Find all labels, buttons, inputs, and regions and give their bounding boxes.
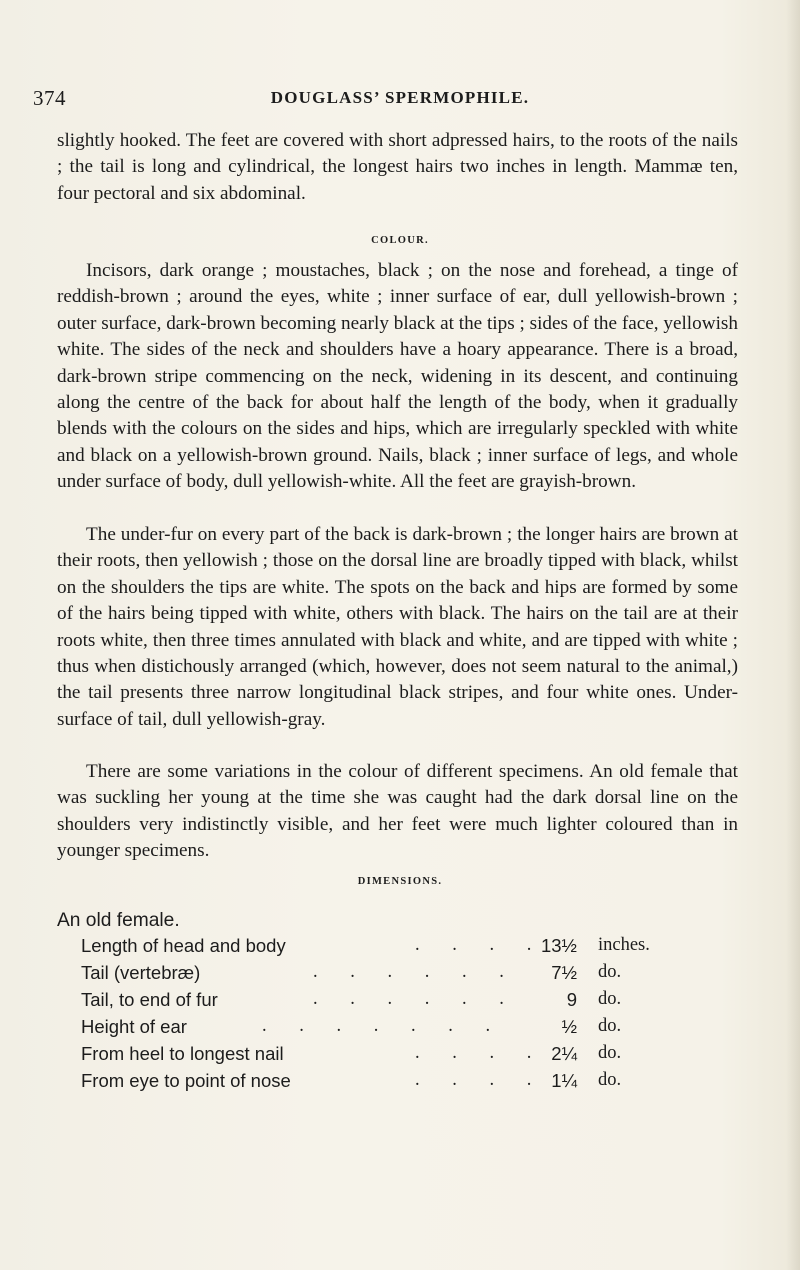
- dimension-value: 1¼: [551, 1070, 577, 1091]
- leader-dots: . . . .: [415, 1043, 546, 1063]
- leader-dots: . . . . . .: [313, 989, 518, 1009]
- page-number: 374: [33, 86, 66, 110]
- dimension-unit: inches.: [598, 935, 650, 955]
- dimensions-specimen-label: An old female.: [57, 910, 180, 931]
- dimension-value: 7½: [551, 962, 577, 983]
- dimension-row: [0, 1016, 800, 1042]
- paragraph-intro: slightly hooked. The feet are covered with short adpressed hairs, to the roots of the nails ; the tail is long and cylindrical, the longest hairs two inches in length. Mammæ ten, four pectoral and six abdominal.: [57, 130, 738, 204]
- running-head: DOUGLASS’ SPERMOPHILE.: [270, 88, 530, 107]
- dimension-label: From eye to point of nose: [81, 1070, 291, 1091]
- paragraph-under-fur: The under-fur on every part of the back is dark-brown ; the longer hairs are brown at their roots, then yellowish ; those on the dorsal line are broadly tipped with black, whilst on the shoulders the tips are white. The spots on the back and hips are formed by some of the hairs being tipped with white, others with black. The hairs on the tail are at their roots white, then three times annulated with black and white, and are tipped with white ; thus when distichously arranged (which, however, does not seem natural to the animal,) the tail presents three narrow longitudinal black stripes, and four white ones. Under-surface of tail, dull yellowish-gray.: [57, 524, 738, 730]
- dimension-row: [0, 989, 800, 1015]
- dimension-label: From heel to longest nail: [81, 1043, 284, 1064]
- dimension-unit: do.: [598, 962, 622, 982]
- dimension-label: Tail (vertebræ): [81, 962, 201, 983]
- dimension-label: Length of head and body: [81, 935, 286, 956]
- dimension-unit: do.: [598, 989, 622, 1009]
- leader-dots: . . . . . .: [313, 962, 518, 982]
- leader-dots: . . . .: [415, 935, 546, 955]
- dimension-label: Tail, to end of fur: [81, 989, 218, 1010]
- dimension-unit: do.: [598, 1070, 622, 1090]
- dimension-label: Height of ear: [81, 1016, 187, 1037]
- leader-dots: . . . .: [415, 1070, 546, 1090]
- paragraph-colour-description: Incisors, dark orange ; moustaches, black ; on the nose and forehead, a tinge of reddish-brown ; around the eyes, white ; inner surface of ear, dull yellowish-brown ; outer surface, dark-brown becoming nearly black at the tips ; sides of the face, yellowish white. The sides of the neck and shoulders have a hoary appearance. There is a broad, dark-brown stripe commencing on the neck, widening in its descent, and continuing along the centre of the back for about half the length of the body, when it gradually blends with the colours on the sides and hips, which are irregularly speckled with white and black on a yellowish-brown ground. Nails, black ; inner surface of legs, and whole under surface of body, dull yellowish-white. All the feet are grayish-brown.: [57, 260, 738, 493]
- dimension-row: [0, 1043, 800, 1069]
- paragraph-variations: There are some variations in the colour of different specimens. An old female that was suckling her young at the time she was caught had the dark dorsal line on the shoulders very indistinctly visible, and her feet were much lighter coloured than in younger specimens.: [57, 761, 738, 862]
- dimension-unit: do.: [598, 1016, 622, 1036]
- dimension-value: 2¼: [551, 1043, 577, 1064]
- dimension-unit: do.: [598, 1043, 622, 1063]
- dimension-row: [0, 1070, 800, 1096]
- dimension-value: 9: [566, 989, 577, 1010]
- section-heading-colour: COLOUR.: [371, 235, 429, 246]
- dimension-value: ½: [561, 1016, 577, 1037]
- section-heading-dimensions: DIMENSIONS.: [357, 876, 443, 887]
- dimension-row: [0, 962, 800, 988]
- dimension-row: [0, 935, 800, 961]
- leader-dots: . . . . . . .: [262, 1016, 505, 1036]
- page-header: [0, 86, 800, 114]
- dimension-value: 13½: [540, 935, 577, 956]
